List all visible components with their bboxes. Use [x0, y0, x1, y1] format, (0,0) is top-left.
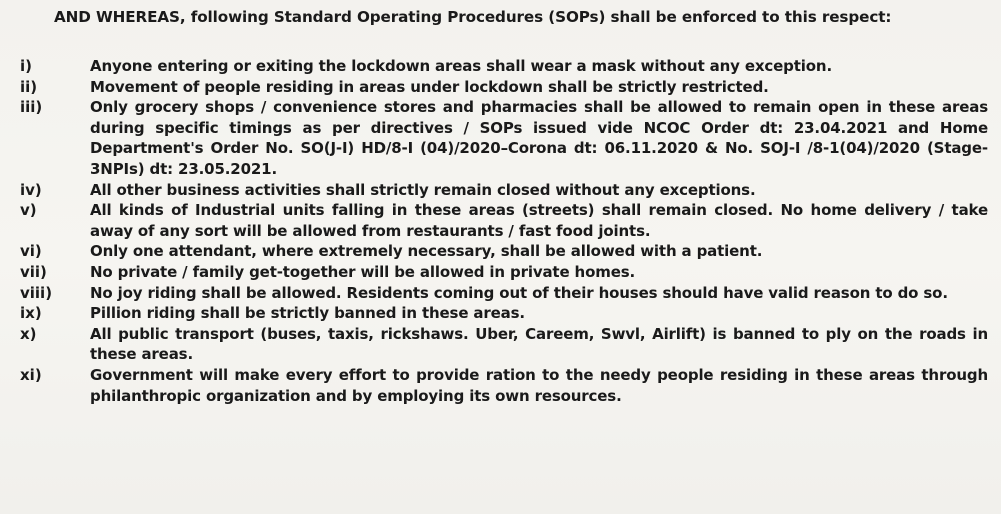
list-item: [0, 200, 1001, 241]
item-text: Movement of people residing in areas under lockdown shall be strictly restricted.: [90, 77, 769, 96]
item-text: Anyone entering or exiting the lockdown areas shall wear a mask without any exception.: [90, 57, 833, 75]
list-item: [0, 241, 1001, 262]
item-text: Pillion riding shall be strictly banned in these areas.: [90, 304, 525, 323]
list-item: [0, 324, 1001, 365]
item-number: i): [20, 57, 32, 75]
item-text: All other business activities shall strictly remain closed without any exceptions.: [90, 180, 756, 199]
item-text: Government will make every effort to provide ration to the needy people residing in these areas through philanthropic organization and by employing its own resources.: [90, 365, 988, 405]
item-text: No joy riding shall be allowed. Residents coming out of their houses should have valid reason to do so.: [90, 283, 948, 302]
item-text: All public transport (buses, taxis, rickshaws. Uber, Careem, Swvl, Airlift) is banned to ply on the roads in these areas.: [90, 324, 988, 364]
list-item: [0, 303, 1001, 324]
item-number: vii): [20, 262, 47, 281]
list-item: [0, 283, 1001, 304]
item-number: x): [20, 324, 37, 343]
list-item: [0, 56, 1001, 77]
item-text: Only one attendant, where extremely necessary, shall be allowed with a patient.: [90, 242, 763, 261]
list-item: [0, 262, 1001, 283]
item-number: v): [20, 201, 37, 220]
item-number: iii): [20, 98, 43, 117]
item-number: vi): [20, 242, 42, 261]
sop-list: [0, 56, 1001, 406]
item-text: All kinds of Industrial units falling in these areas (streets) shall remain closed. No home delivery / take away of any sort will be allowed from restaurants / fast food joints.: [90, 201, 988, 240]
list-item: [0, 97, 1001, 179]
item-number: xi): [20, 365, 42, 384]
item-number: ix): [20, 304, 42, 323]
intro-paragraph: [54, 7, 891, 27]
intro-lead: AND WHEREAS,: [54, 8, 186, 26]
item-text: Only grocery shops / convenience stores and pharmacies shall be allowed to remain open in these areas during specific timings as per directives / SOPs issued vide NCOC Order dt: 23.04.2021 and Home Department's Order No. SO(J-I) HD/8-I (04)/2020–Corona dt: 06.11.2020 & No. SOJ-I /8-1(04)/2020 (Stage-3NPIs) dt: 23.05.2021.: [90, 98, 988, 178]
item-number: ii): [20, 77, 38, 96]
list-item: [0, 365, 1001, 406]
item-number: iv): [20, 180, 42, 199]
intro-text: following Standard Operating Procedures (SOPs) shall be enforced to this respect:: [185, 8, 892, 26]
list-item: [0, 180, 1001, 201]
item-number: viii): [20, 283, 53, 302]
item-text: No private / family get-together will be allowed in private homes.: [90, 262, 636, 281]
list-item: [0, 77, 1001, 98]
